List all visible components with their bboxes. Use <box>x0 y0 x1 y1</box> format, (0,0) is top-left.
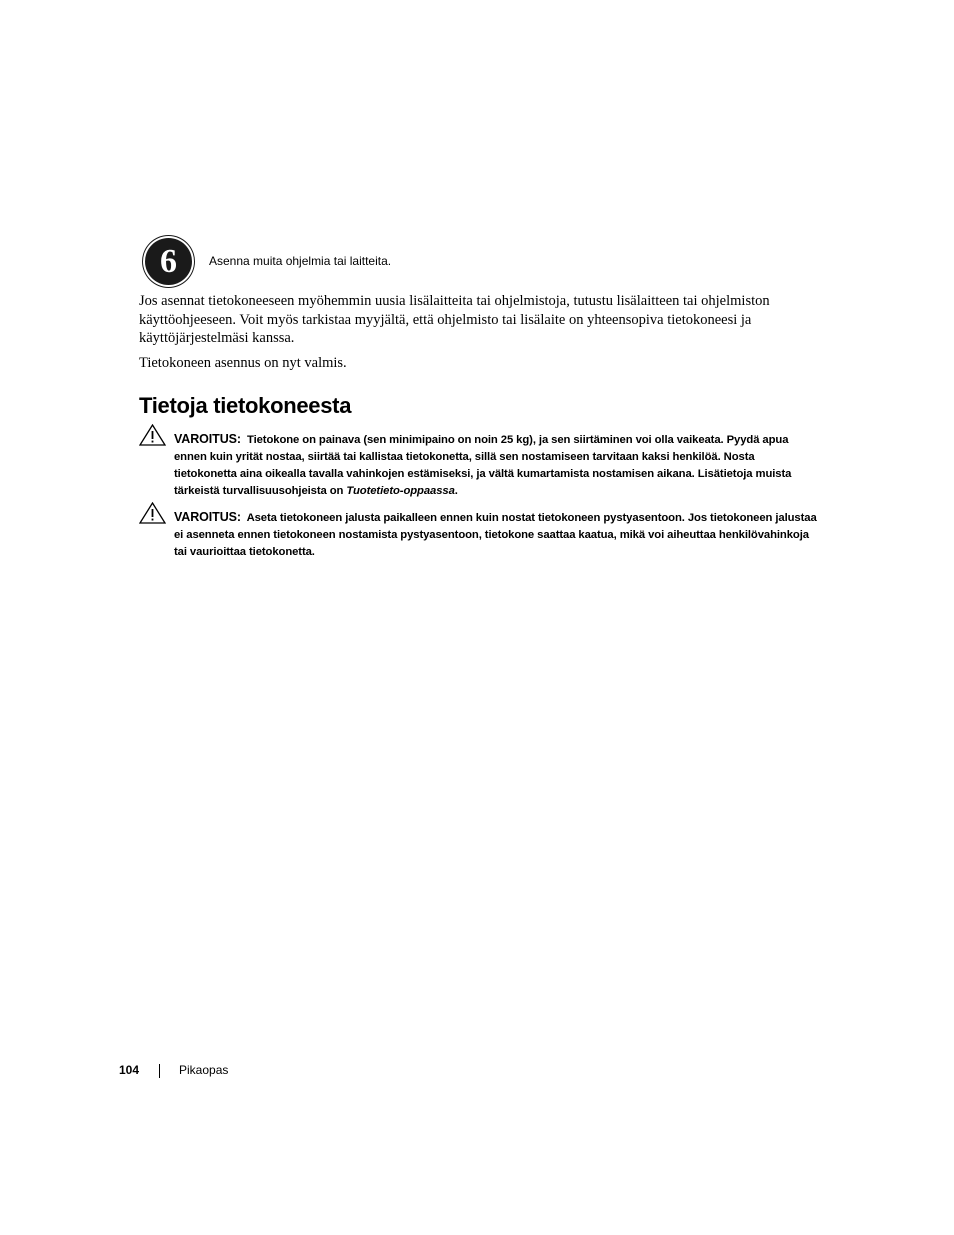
warning-triangle-icon <box>139 424 166 446</box>
section-title: Tietoja tietokoneesta <box>139 393 352 418</box>
footer-title: Pikaopas <box>179 1063 229 1077</box>
warning-label: VAROITUS: <box>174 510 241 524</box>
warning-end: . <box>454 485 458 497</box>
warning-triangle-icon <box>139 502 166 524</box>
footer-separator <box>159 1064 160 1078</box>
warning-text <box>174 431 819 500</box>
page-number: 104 <box>119 1063 140 1077</box>
warning-body: Aseta tietokoneen jalusta paikalleen ennen kuin nostat tietokoneen pystyasentoon. Jos tietokoneen jalustaa ei asenneta ennen tietokoneen nostamista pystyasentoon, tietokone saattaa kaatua, mikä voi aiheuttaa henkilövahinkoja tai vaurioittaa tietokonetta. <box>174 512 817 558</box>
step-number-badge <box>145 238 192 285</box>
warning-label: VAROITUS: <box>174 432 241 446</box>
warning-reference: Tuotetieto-oppaassa <box>346 485 455 497</box>
intro-paragraph: Jos asennat tietokoneeseen myöhemmin uusia lisälaitteita tai ohjelmistoja, tutustu lisälaitteen tai ohjelmiston käyttöohjeeseen. Voit myös tarkistaa myyjältä, että ohjelmisto tai lisälaite on yhteensopiva tietokoneesi ja käyttöjärjestelmäsi kanssa. <box>139 293 770 346</box>
step-number: 6 <box>160 242 177 280</box>
step-instruction: Asenna muita ohjelmia tai laitteita. <box>209 254 392 268</box>
completion-paragraph: Tietokoneen asennus on nyt valmis. <box>139 355 347 371</box>
warning-body: Tietokone on painava (sen minimipaino on noin 25 kg), ja sen siirtäminen voi olla vaikeata. Pyydä apua ennen kuin yrität nostaa, siirtää tai kallistaa tietokonetta, sillä sen nostamiseen tarvitaan kaksi henkilöä. Nosta tietokonetta aina oikealla tavalla vahinkojen estämiseksi, ja vältä kumartamista nostamisen aikana. Lisätietoja muista tärkeistä turvallisuusohjeista on <box>174 434 792 497</box>
warning-text <box>174 509 819 561</box>
